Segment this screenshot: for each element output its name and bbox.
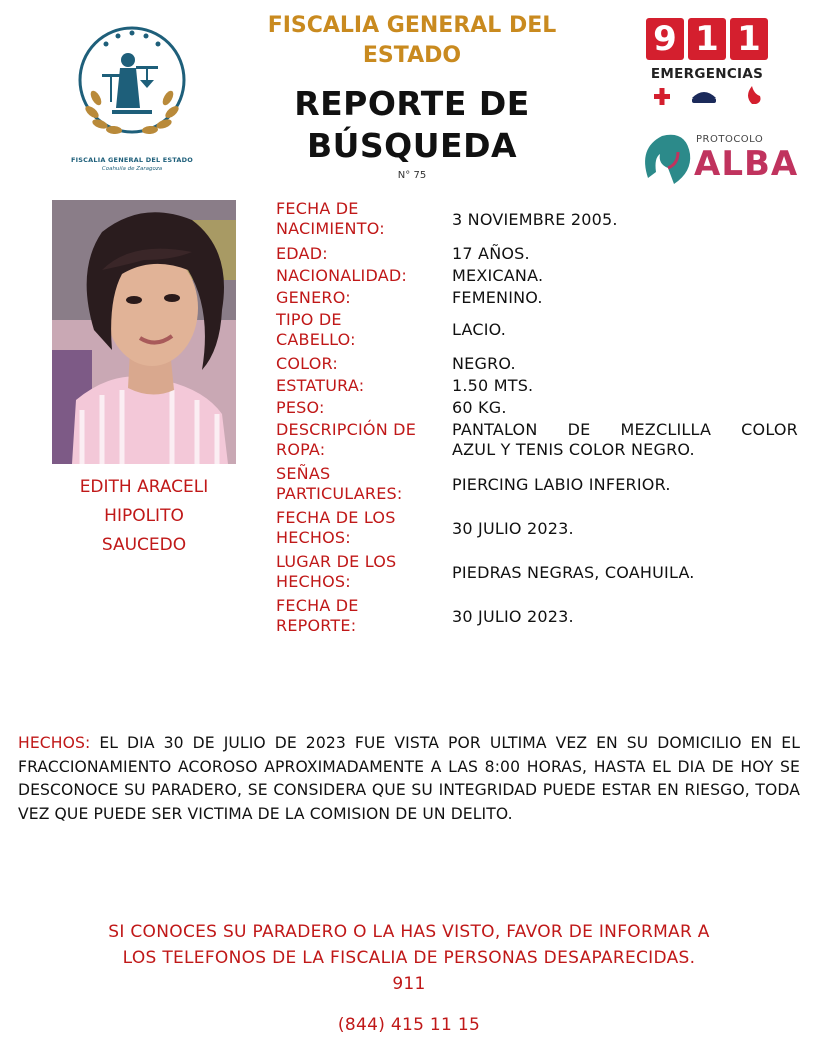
report-number: N° 75 <box>397 170 427 181</box>
alba-face-icon <box>638 128 694 188</box>
facts-text: EL DIA 30 DE JULIO DE 2023 FUE VISTA POR ULTIMA VEZ EN SU DOMICILIO EN EL FRACCIONAMIENTO ACOROSO APROXIMADAMENTE A LAS 8:00 HORAS, HASTA EL DIA DE HOY SE DESCONOCE SU PARADERO, SE CONSIDERA QUE SU INTEGRIDAD PUEDE ESTAR EN RIESGO, TODA VEZ QUE PUEDE SER VICTIMA DE LA COMISION DE UN DELITO. <box>18 734 801 823</box>
portrait-image <box>52 200 236 464</box>
appeal-line2: LOS TELEFONOS DE LA FISCALIA DE PERSONAS DESAPARECIDAS. <box>122 948 696 968</box>
emergency-911-logo <box>640 18 774 118</box>
facts-label: HECHOS: <box>18 734 91 752</box>
missing-person-photo <box>52 200 236 464</box>
weight-value: 60 KG. <box>452 398 507 417</box>
emergency-label: EMERGENCIAS <box>650 66 764 82</box>
emergency-digit: 1 <box>730 18 768 60</box>
clothing-value: PANTALON DE MEZCLILLA COLOR AZUL Y TENIS COLOR NEGRO. <box>452 420 798 459</box>
birth-date-label: FECHA DE NACIMIENTO: <box>276 199 385 238</box>
emergency-digit: 9 <box>646 18 684 60</box>
gender-label: GENERO: <box>276 288 351 307</box>
marks-label: SEÑAS PARTICULARES: <box>276 464 403 503</box>
red-cross-icon <box>654 88 670 105</box>
age-label: EDAD: <box>276 244 328 263</box>
event-date-label: FECHA DE LOS HECHOS: <box>276 508 396 547</box>
hair-type-label: TIPO DE CABELLO: <box>276 310 356 349</box>
nationality-label: NACIONALIDAD: <box>276 266 407 285</box>
hair-type-value: LACIO. <box>452 320 507 339</box>
report-title-line1: REPORTE DE <box>294 84 530 123</box>
gender-value: FEMENINO. <box>452 288 543 307</box>
emergency-services-icons <box>640 86 774 114</box>
person-name-line3: SAUCEDO <box>101 535 187 555</box>
nationality-value: MEXICANA. <box>452 266 544 285</box>
protocol-label: PROTOCOLO <box>696 134 764 145</box>
weight-label: PESO: <box>276 398 325 417</box>
fire-icon <box>748 86 761 104</box>
report-title-line2: BÚSQUEDA <box>306 126 518 165</box>
protocol-name: ALBA <box>694 144 799 184</box>
color-label: COLOR: <box>276 354 338 373</box>
fiscalia-logo-state: Coahuila de Zaragoza <box>101 166 163 172</box>
org-name-line2: ESTADO <box>362 43 462 68</box>
fiscalia-logo-name: FISCALIA GENERAL DEL ESTADO <box>71 156 193 164</box>
emergency-digit: 1 <box>688 18 726 60</box>
report-date-label: FECHA DE REPORTE: <box>276 596 359 635</box>
org-name-line1: FISCALIA GENERAL DEL <box>267 13 557 38</box>
event-date-value: 30 JULIO 2023. <box>452 519 574 538</box>
report-date-value: 30 JULIO 2023. <box>452 607 574 626</box>
person-name-line1: EDITH ARACELI <box>79 477 209 497</box>
fiscalia-logo <box>62 18 202 172</box>
height-value: 1.50 MTS. <box>452 376 534 395</box>
person-name-line2: HIPOLITO <box>104 506 184 526</box>
age-value: 17 AÑOS. <box>452 244 530 263</box>
event-place-label: LUGAR DE LOS HECHOS: <box>276 552 397 591</box>
height-label: ESTATURA: <box>276 376 365 395</box>
event-place-value: PIEDRAS NEGRAS, COAHUILA. <box>452 563 695 582</box>
justice-emblem-icon <box>62 18 202 154</box>
contact-phone[interactable]: (844) 415 11 15 <box>337 1015 481 1035</box>
birth-date-value: 3 NOVIEMBRE 2005. <box>452 210 618 229</box>
protocolo-alba-logo <box>638 128 799 188</box>
appeal-line1: SI CONOCES SU PARADERO O LA HAS VISTO, FAVOR DE INFORMAR A <box>108 922 710 942</box>
facts-paragraph <box>18 732 800 826</box>
marks-value: PIERCING LABIO INFERIOR. <box>452 475 671 494</box>
police-cap-icon <box>692 92 716 103</box>
appeal-911: 911 <box>392 974 426 994</box>
color-value: NEGRO. <box>452 354 516 373</box>
clothing-label: DESCRIPCIÓN DE ROPA: <box>276 420 417 459</box>
